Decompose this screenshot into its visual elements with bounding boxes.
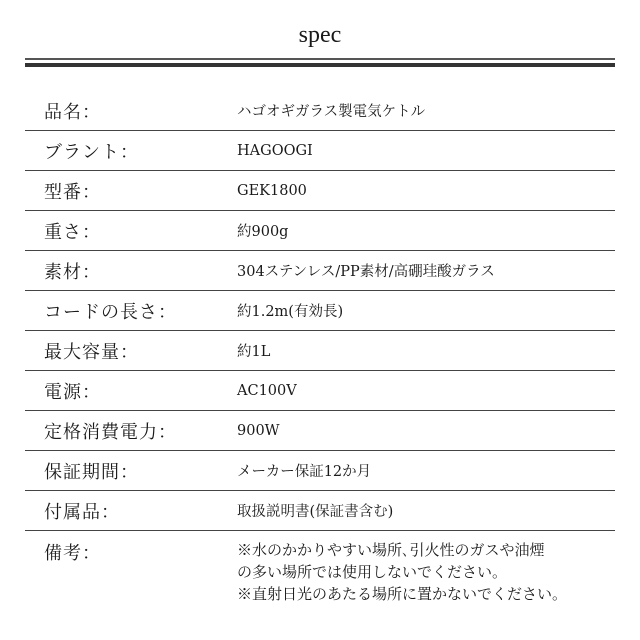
spec-row-weight bbox=[25, 211, 615, 251]
row-value: HAGOOGI bbox=[237, 142, 313, 159]
row-value: AC100V bbox=[237, 382, 297, 399]
spec-row-cord-length bbox=[25, 291, 615, 331]
row-label: 素材： bbox=[44, 261, 101, 283]
header-divider-thin bbox=[25, 58, 615, 60]
spec-row-model bbox=[25, 171, 615, 211]
header-divider-thick bbox=[25, 63, 615, 67]
row-value: 約1.2m(有効長) bbox=[237, 304, 344, 320]
remarks-line: ※水のかかりやすい場所､引火性のガスや油煙 bbox=[237, 541, 545, 559]
row-label: 品名： bbox=[44, 101, 101, 123]
remarks-line: の多い場所では使用しないでください。 bbox=[237, 563, 508, 581]
row-value: 304ステンレス/PP素材/高硼珪酸ガラス bbox=[237, 264, 495, 280]
spec-row-warranty bbox=[25, 451, 615, 491]
row-label: 最大容量： bbox=[44, 341, 139, 363]
remarks-text bbox=[237, 539, 567, 605]
row-value: 約900g bbox=[237, 224, 289, 240]
row-label: 型番： bbox=[44, 181, 101, 203]
row-label: 保証期間： bbox=[44, 461, 139, 483]
row-label: ブラント： bbox=[44, 141, 139, 163]
spec-table bbox=[25, 91, 615, 631]
row-label: コードの長さ： bbox=[44, 301, 177, 323]
remarks-line: ※直射日光のあたる場所に置かないでください。 bbox=[237, 585, 568, 603]
row-label: 重さ： bbox=[44, 221, 101, 243]
row-value: メーカー保証12か月 bbox=[237, 464, 372, 480]
spec-row-capacity bbox=[25, 331, 615, 371]
page-title: spec bbox=[298, 22, 342, 48]
spec-row-accessories bbox=[25, 491, 615, 531]
row-value: 取扱説明書(保証書含む) bbox=[237, 504, 394, 520]
row-value: 900W bbox=[237, 422, 280, 439]
spec-row-material bbox=[25, 251, 615, 291]
spec-row-power-source bbox=[25, 371, 615, 411]
spec-row-brand bbox=[25, 131, 615, 171]
row-label: 定格消費電力： bbox=[44, 421, 177, 443]
spec-row-power-consumption bbox=[25, 411, 615, 451]
spec-row-remarks bbox=[25, 531, 615, 631]
row-value: GEK1800 bbox=[237, 182, 307, 199]
row-label: 付属品： bbox=[44, 501, 120, 523]
spec-row-product-name bbox=[25, 91, 615, 131]
row-label: 備考： bbox=[44, 543, 101, 564]
row-value: ハゴオギガラス製電気ケトル bbox=[237, 104, 426, 120]
row-value: 約1L bbox=[237, 344, 271, 360]
row-label: 電源： bbox=[44, 381, 101, 403]
